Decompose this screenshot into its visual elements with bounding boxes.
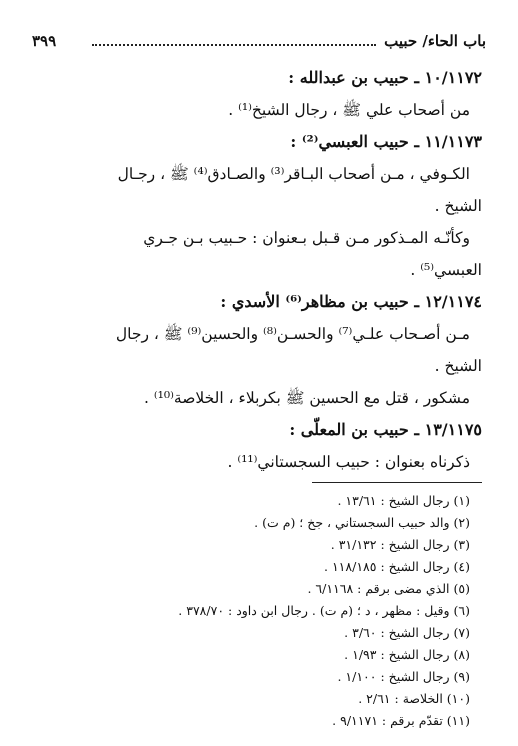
paragraph: الكـوفي ، مـن أصحاب البـاقر⁽³⁾ والصـادق⁽⁴⁾ ﷺ ، رجـال [117,165,470,183]
footnote-separator [312,482,482,483]
footnote: (٨) رجال الشيخ : ١/٩٣ . [344,647,470,662]
chapter-title: باب الحاء/ حبيب [384,32,486,50]
footnote: (١١) تقدّم برقم : ٩/١١٧١ . [332,713,470,728]
entry-heading: ١١/١١٧٣ ـ حبيب العبسي⁽²⁾ : [290,132,482,151]
footnote: (٥) الذي مضى برقم : ٦/١١٦٨ . [307,581,470,596]
footnotes [36,490,470,732]
footnote: (٣) رجال الشيخ : ٣١/١٣٢ . [330,537,470,552]
main-text [36,62,482,478]
entry-heading: ١٣/١١٧٥ ـ حبيب بن المعلّى : [289,420,482,439]
footnote: (١٠) الخلاصة : ٢/٦١ . [358,691,470,706]
paragraph: مـن أصـحاب علـي⁽⁷⁾ والحسـن⁽⁸⁾ والحسين⁽⁹⁾ ﷺ ، رجال [115,325,470,343]
paragraph: مشكور ، قتل مع الحسين ﷺ بكربلاء ، الخلاصة⁽¹⁰⁾ . [144,389,470,407]
footnote: (٦) وقيل : مظهر ، د ؛ (م ت) . رجال ابن داود : ٣٧٨/٧٠ . [178,603,470,618]
paragraph: وكأنّـه المـذكور مـن قـبل بـعنوان : حـبيب بـن جـري [143,229,470,247]
paragraph-continuation: العبسي⁽⁵⁾ . [410,261,482,279]
paragraph-continuation: الشيخ . [434,357,482,375]
footnote: (٧) رجال الشيخ : ٣/٦٠ . [344,625,470,640]
paragraph: من أصحاب علي ﷺ ، رجال الشيخ⁽¹⁾ . [228,101,470,119]
footnote: (٩) رجال الشيخ : ١/١٠٠ . [337,669,470,684]
footnote: (٤) رجال الشيخ : ١١٨/١٨٥ . [324,559,470,574]
page-number: ٣٩٩ [32,32,57,50]
entry-heading: ١٢/١١٧٤ ـ حبيب بن مظاهر⁽⁶⁾ الأسدي : [220,292,482,311]
header-dot-leader [92,44,376,46]
paragraph: ذكرناه بعنوان : حبيب السجستاني⁽¹¹⁾ . [227,453,470,471]
entry-heading: ١٠/١١٧٢ ـ حبيب بن عبدالله : [288,68,482,87]
footnote: (١) رجال الشيخ : ١٣/٦١ . [337,493,470,508]
footnote: (٢) والد حبيب السجستاني ، جخ ؛ (م ت) . [254,515,470,530]
running-header [32,30,486,52]
paragraph-continuation: الشيخ . [434,197,482,215]
